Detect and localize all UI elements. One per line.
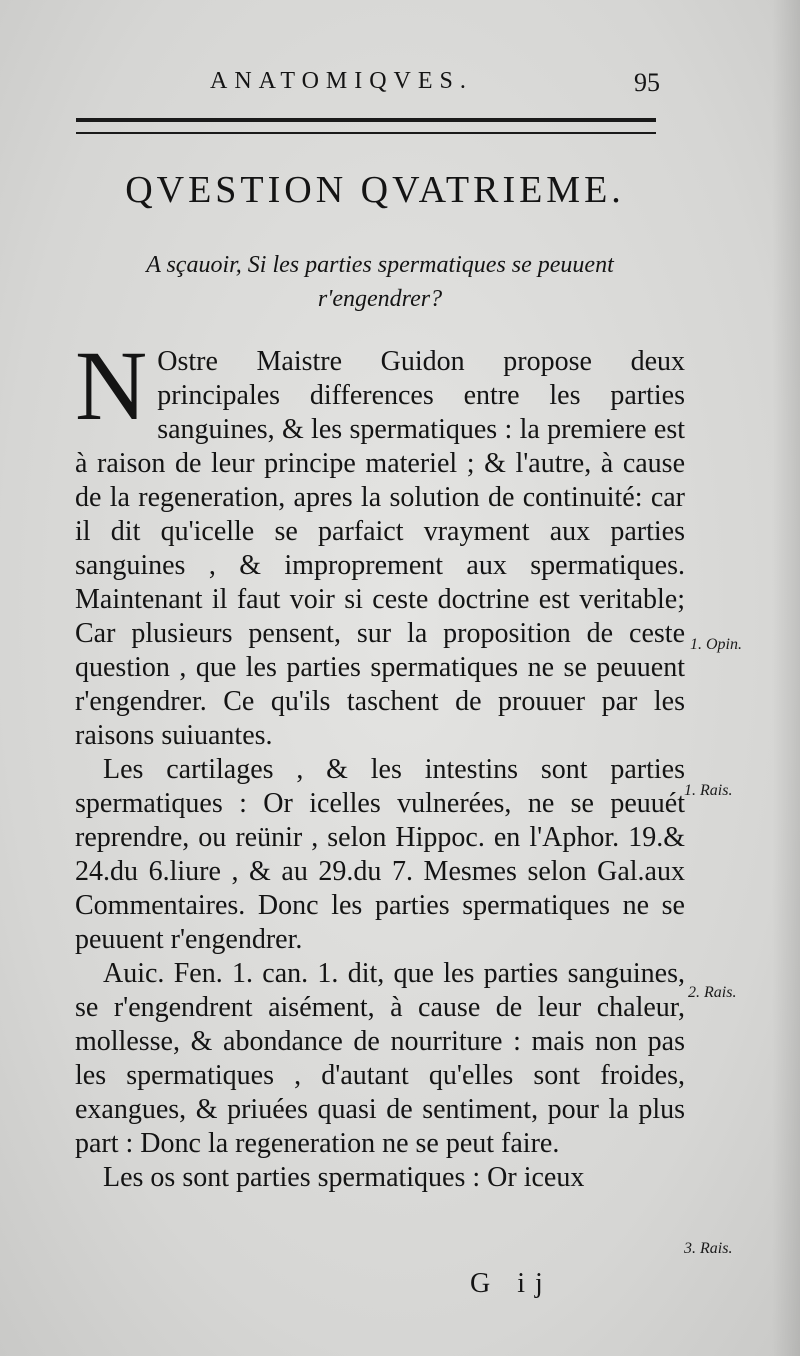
paragraph-2: Les cartilages , & les intestins sont parties spermatiques : Or icelles vulnerées, ne se peuuét reprendre, ou reünir , selon Hippoc. en l'Aphor. 19.& 24.du 6.liure , & au 29.du 7. Mesmes selon Gal.aux Commentaires. Donc les parties spermatiques ne se peuuent r'engendrer. — [75, 754, 685, 955]
body-text — [75, 330, 685, 1195]
paragraph-4: Les os sont parties spermatiques : Or iceux — [103, 1162, 585, 1193]
running-head: ANATOMIQVES. — [210, 68, 473, 94]
paragraph-1 — [75, 330, 685, 753]
page-number: 95 — [634, 68, 660, 97]
chapter-subtitle: A sçauoir, Si les parties spermatiques se peuuent r'engendrer? — [146, 252, 614, 312]
header-rule — [76, 118, 656, 134]
paragraph-3: Auic. Fen. 1. can. 1. dit, que les parties sanguines, se r'engendrent aisément, à cause de leur chaleur, mollesse, & abondance de nourriture : mais non pas les spermatiques , d'autant qu'elles sont froides, exangues, & priuées quasi de sentiment, pour la plus part : Donc la regeneration ne se peut faire. — [75, 958, 685, 1159]
drop-cap: N — [75, 330, 148, 441]
chapter-title: QVESTION QVATRIEME. — [125, 169, 625, 211]
margin-note-1: 1. Opin. — [690, 636, 742, 653]
page-edge-shadow — [772, 0, 800, 1356]
page-header — [180, 68, 660, 102]
paragraph-1-text: Ostre Maistre Guidon propose deux principales differences entre les parties sanguines, & les spermatiques : la premiere est à raison de leur principe materiel ; & l'autre, à cause de la regeneration, apres la solution de continuité: car il dit qu'icelle se parfaict vrayment aux parties sanguines , & improprement aux spermatiques. Maintenant il faut voir si ceste doctrine est veritable; Car plusieurs pensent, sur la proposition de ceste question , que les parties spermatiques ne se peuuent r'engendrer. Ce qu'ils taschent de prouuer par les raisons suiuantes. — [75, 346, 685, 751]
margin-note-2: 1. Rais. — [684, 782, 733, 799]
margin-note-3: 2. Rais. — [688, 984, 737, 1001]
margin-note-4: 3. Rais. — [684, 1240, 733, 1257]
signature-mark: G ij — [470, 1268, 553, 1299]
